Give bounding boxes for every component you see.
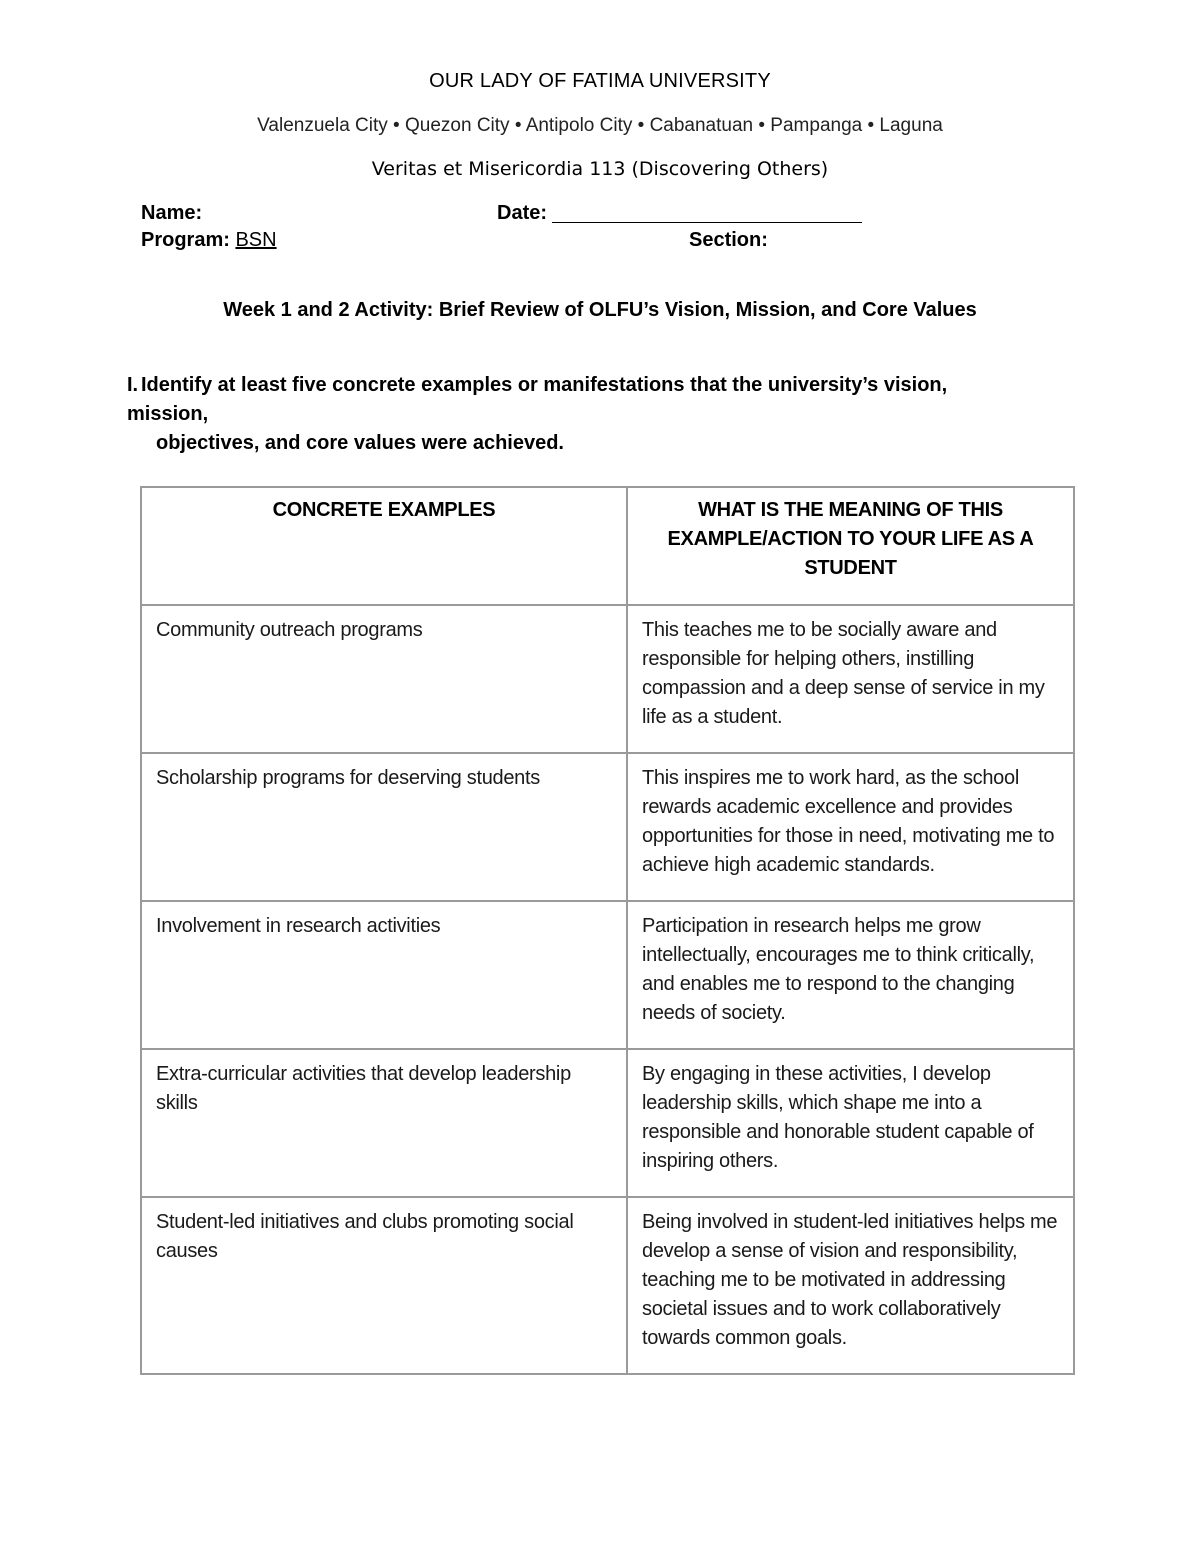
university-name: OUR LADY OF FATIMA UNIVERSITY: [429, 70, 771, 92]
table-row: [141, 1197, 1074, 1374]
example-cell: Student-led initiatives and clubs promoting social causes: [141, 1197, 627, 1374]
program-label: Program:: [141, 229, 230, 251]
example-cell: Community outreach programs: [141, 605, 627, 753]
course-title: Veritas et Misericordia 113 (Discovering Others): [371, 158, 829, 180]
instruction-line-2: objectives, and core values were achieved.: [156, 432, 564, 454]
table-row: [141, 901, 1074, 1049]
name-label: Name:: [141, 202, 203, 224]
program-field: [141, 229, 277, 252]
meaning-cell: This teaches me to be socially aware and responsible for helping others, instilling compassion and a deep sense of service in my life as a student.: [627, 605, 1074, 753]
table-row: [141, 753, 1074, 901]
examples-table: [140, 486, 1075, 1375]
date-label: Date:: [497, 202, 548, 224]
header-concrete-examples: CONCRETE EXAMPLES: [141, 487, 627, 605]
date-blank-line: [552, 222, 862, 223]
activity-title: Week 1 and 2 Activity: Brief Review of OLFU’s Vision, Mission, and Core Values: [223, 299, 977, 321]
meaning-cell: This inspires me to work hard, as the school rewards academic excellence and provides opportunities for those in need, motivating me to achieve high academic standards.: [627, 753, 1074, 901]
table-header-row: [141, 487, 1074, 605]
instruction-line-1: Identify at least five concrete examples or manifestations that the university’s vision, mission,: [127, 374, 948, 425]
instruction-number: I.: [127, 374, 139, 396]
program-value: BSN: [235, 229, 277, 251]
example-cell: Involvement in research activities: [141, 901, 627, 1049]
example-cell: Extra-curricular activities that develop leadership skills: [141, 1049, 627, 1197]
header-meaning: WHAT IS THE MEANING OF THIS EXAMPLE/ACTION TO YOUR LIFE AS A STUDENT: [627, 487, 1074, 605]
meaning-cell: By engaging in these activities, I develop leadership skills, which shape me into a responsible and honorable student capable of inspiring others.: [627, 1049, 1074, 1197]
meaning-cell: Being involved in student-led initiatives helps me develop a sense of vision and responsibility, teaching me to be motivated in addressing societal issues and to work collaboratively towards common goals.: [627, 1197, 1074, 1374]
instruction: [127, 371, 1027, 458]
table-row: [141, 605, 1074, 753]
section-label: Section:: [689, 229, 768, 251]
campus-list: Valenzuela City • Quezon City • Antipolo City • Cabanatuan • Pampanga • Laguna: [257, 115, 943, 136]
meaning-cell: Participation in research helps me grow intellectually, encourages me to think critically, and enables me to respond to the changing needs of society.: [627, 901, 1074, 1049]
example-cell: Scholarship programs for deserving students: [141, 753, 627, 901]
table-row: [141, 1049, 1074, 1197]
